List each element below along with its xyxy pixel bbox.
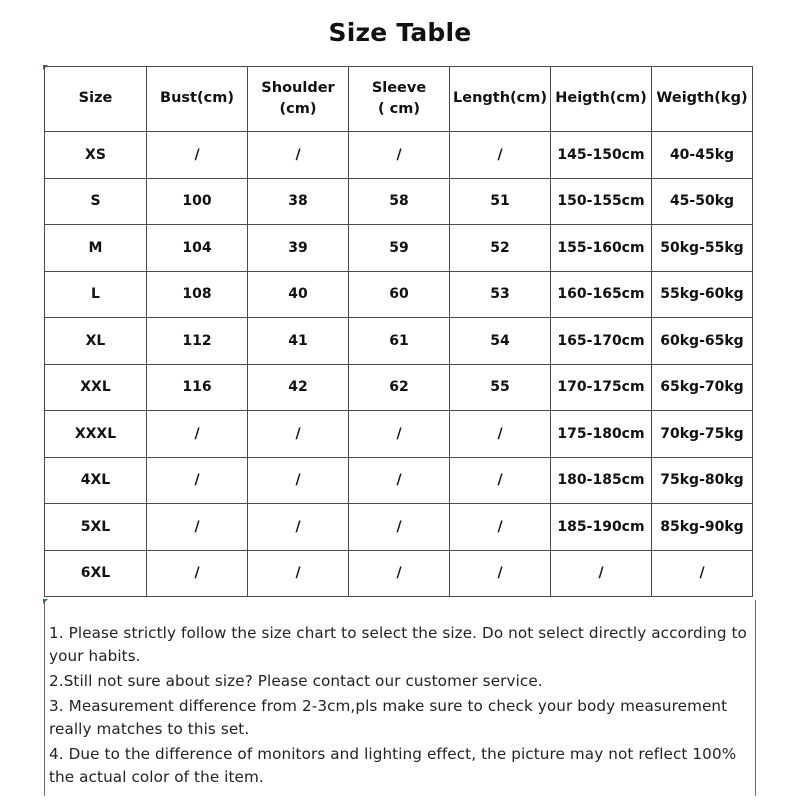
table-cell: 175-180cm bbox=[551, 411, 652, 458]
table-cell: / bbox=[349, 132, 450, 179]
table-cell: 52 bbox=[450, 225, 551, 272]
note-item: 1. Please strictly follow the size chart to select the size. Do not select directly according to your habits. bbox=[49, 624, 747, 665]
table-row bbox=[45, 178, 753, 225]
table-cell: 165-170cm bbox=[551, 318, 652, 365]
table-cell: / bbox=[147, 132, 248, 179]
table-cell: / bbox=[349, 550, 450, 597]
table-cell: / bbox=[147, 550, 248, 597]
table-row bbox=[45, 504, 753, 551]
table-cell: / bbox=[551, 550, 652, 597]
table-cell: / bbox=[248, 411, 349, 458]
table-cell: / bbox=[248, 457, 349, 504]
column-header-text: Heigth(cm) bbox=[555, 90, 647, 107]
column-header bbox=[450, 67, 551, 132]
size-cell: XS bbox=[45, 132, 147, 179]
table-cell: / bbox=[450, 550, 551, 597]
note-item: 3. Measurement difference from 2-3cm,pls make sure to check your body measurement really matches to this set. bbox=[49, 697, 728, 738]
table-cell: / bbox=[652, 550, 753, 597]
table-cell: 60 bbox=[349, 271, 450, 318]
column-header-text: ( cm) bbox=[377, 101, 420, 117]
size-cell: XXL bbox=[45, 364, 147, 411]
table-cell: / bbox=[450, 457, 551, 504]
table-header-row bbox=[45, 67, 753, 132]
table-cell: 104 bbox=[147, 225, 248, 272]
table-cell: 55kg-60kg bbox=[652, 271, 753, 318]
table-row bbox=[45, 318, 753, 365]
table-body bbox=[45, 132, 753, 597]
size-table bbox=[44, 66, 753, 597]
table-cell: 58 bbox=[349, 178, 450, 225]
table-row bbox=[45, 550, 753, 597]
size-cell: S bbox=[45, 178, 147, 225]
table-cell: / bbox=[450, 132, 551, 179]
column-header-text: Bust(cm) bbox=[160, 90, 234, 107]
table-cell: 45-50kg bbox=[652, 178, 753, 225]
table-cell: 150-155cm bbox=[551, 178, 652, 225]
table-cell: 145-150cm bbox=[551, 132, 652, 179]
column-header-text: Sleeve bbox=[371, 79, 427, 96]
column-header-text: Shoulder bbox=[261, 79, 335, 96]
table-cell: 55 bbox=[450, 364, 551, 411]
table-cell: / bbox=[248, 504, 349, 551]
table-cell: 160-165cm bbox=[551, 271, 652, 318]
table-cell: 42 bbox=[248, 364, 349, 411]
notes-section bbox=[44, 600, 756, 796]
table-cell: 59 bbox=[349, 225, 450, 272]
table-cell: / bbox=[147, 457, 248, 504]
page-title: Size Table bbox=[328, 18, 472, 47]
table-cell: 40-45kg bbox=[652, 132, 753, 179]
column-header bbox=[652, 67, 753, 132]
size-cell: 6XL bbox=[45, 550, 147, 597]
size-cell: L bbox=[45, 271, 147, 318]
table-row bbox=[45, 271, 753, 318]
table-cell: 116 bbox=[147, 364, 248, 411]
size-cell: XL bbox=[45, 318, 147, 365]
table-cell: 112 bbox=[147, 318, 248, 365]
table-cell: 180-185cm bbox=[551, 457, 652, 504]
size-cell: 4XL bbox=[45, 457, 147, 504]
table-row bbox=[45, 411, 753, 458]
table-cell: 61 bbox=[349, 318, 450, 365]
size-cell: 5XL bbox=[45, 504, 147, 551]
table-cell: 51 bbox=[450, 178, 551, 225]
table-cell: / bbox=[349, 411, 450, 458]
table-cell: 85kg-90kg bbox=[652, 504, 753, 551]
column-header-text: (cm) bbox=[279, 101, 317, 117]
column-header-text: Weigth(kg) bbox=[656, 90, 748, 107]
table-cell: 62 bbox=[349, 364, 450, 411]
size-cell: XXXL bbox=[45, 411, 147, 458]
table-cell: 50kg-55kg bbox=[652, 225, 753, 272]
table-row bbox=[45, 225, 753, 272]
table-row bbox=[45, 457, 753, 504]
column-header bbox=[551, 67, 652, 132]
table-cell: 65kg-70kg bbox=[652, 364, 753, 411]
table-cell: 38 bbox=[248, 178, 349, 225]
table-cell: 170-175cm bbox=[551, 364, 652, 411]
table-cell: 185-190cm bbox=[551, 504, 652, 551]
table-cell: 60kg-65kg bbox=[652, 318, 753, 365]
note-item: 2.Still not sure about size? Please contact our customer service. bbox=[49, 672, 543, 690]
table-cell: / bbox=[147, 504, 248, 551]
table-row bbox=[45, 132, 753, 179]
table-cell: 108 bbox=[147, 271, 248, 318]
table-cell: 40 bbox=[248, 271, 349, 318]
column-header bbox=[248, 67, 349, 132]
note-item: 4. Due to the difference of monitors and lighting effect, the picture may not reflect 100% the actual color of the item. bbox=[49, 745, 737, 786]
table-cell: / bbox=[147, 411, 248, 458]
table-cell: 54 bbox=[450, 318, 551, 365]
table-cell: / bbox=[349, 504, 450, 551]
table-cell: / bbox=[349, 457, 450, 504]
table-cell: / bbox=[450, 504, 551, 551]
table-cell: 70kg-75kg bbox=[652, 411, 753, 458]
size-cell: M bbox=[45, 225, 147, 272]
column-header bbox=[45, 67, 147, 132]
column-header-text: Length(cm) bbox=[453, 90, 547, 107]
table-cell: 155-160cm bbox=[551, 225, 652, 272]
table-cell: 39 bbox=[248, 225, 349, 272]
table-cell: 100 bbox=[147, 178, 248, 225]
column-header-text: Size bbox=[78, 90, 113, 107]
column-header bbox=[349, 67, 450, 132]
table-cell: / bbox=[248, 132, 349, 179]
column-header bbox=[147, 67, 248, 132]
table-row bbox=[45, 364, 753, 411]
table-cell: / bbox=[248, 550, 349, 597]
table-cell: 53 bbox=[450, 271, 551, 318]
table-cell: 75kg-80kg bbox=[652, 457, 753, 504]
table-cell: 41 bbox=[248, 318, 349, 365]
table-cell: / bbox=[450, 411, 551, 458]
